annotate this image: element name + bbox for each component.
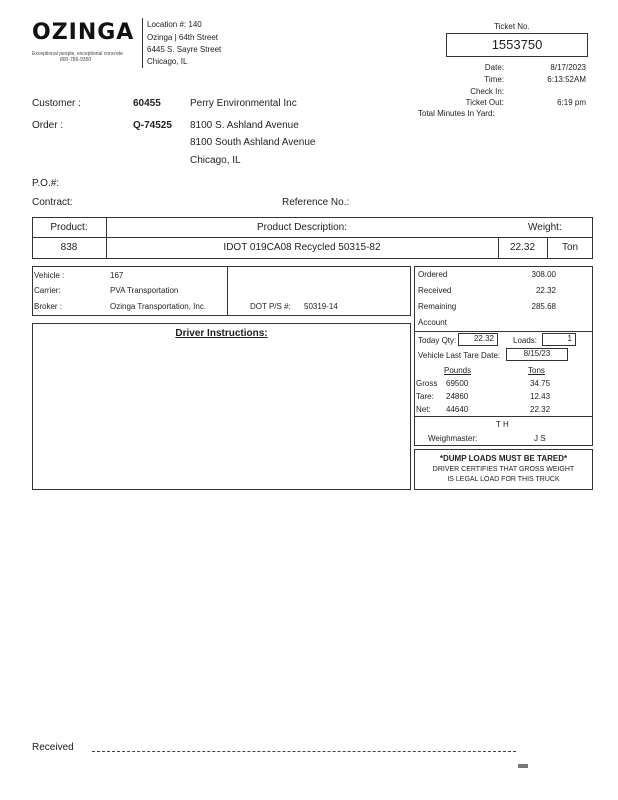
location-address: 6445 S. Sayre Street [147, 45, 222, 54]
customer-number: 60455 [133, 98, 161, 109]
time-label: Time: [484, 75, 504, 84]
dot-value: 50319-14 [304, 302, 338, 311]
tare-pounds: 24860 [446, 392, 469, 401]
customer-name: Perry Environmental Inc [190, 98, 297, 109]
weight-header: Weight: [528, 222, 562, 233]
product-code: 838 [60, 242, 78, 253]
signature-line [92, 751, 516, 752]
location-city: Chicago, IL [147, 57, 188, 66]
dot-label: DOT P/S #: [250, 302, 291, 311]
ordered-value: 308.00 [531, 270, 556, 279]
check-in-label: Check In: [470, 87, 504, 96]
vehicle-box-divider [227, 266, 228, 316]
net-pounds: 44640 [446, 405, 469, 414]
tare-tons: 12.43 [530, 392, 551, 401]
received-signature-label: Received [32, 742, 74, 753]
address-line-2: 8100 South Ashland Avenue [190, 137, 316, 148]
carrier-label: Carrier: [34, 286, 61, 295]
received-value: 22.32 [535, 286, 556, 295]
tare-date-label: Vehicle Last Tare Date: [418, 351, 501, 360]
notice-line-3: IS LEGAL LOAD FOR THIS TRUCK [447, 476, 560, 483]
remaining-value: 285.68 [531, 302, 556, 311]
driver-instructions-label: Driver Instructions: [175, 328, 268, 339]
reference-label: Reference No.: [282, 197, 350, 208]
customer-label: Customer : [32, 98, 81, 109]
loads-value: 1 [567, 334, 572, 343]
ticket-out-value: 6:19 pm [557, 98, 586, 107]
ordered-label: Ordered [418, 270, 448, 279]
weighmaster-value: J S [534, 434, 546, 443]
today-qty-label: Today Qty: [418, 336, 457, 345]
ticket-out-label: Ticket Out: [465, 98, 504, 107]
location-name: Ozinga | 64th Street [147, 33, 219, 42]
ticket-box [446, 33, 588, 57]
driver-instructions-box [32, 323, 411, 490]
location-number: Location #: 140 [147, 20, 202, 29]
notice-line-1: *DUMP LOADS MUST BE TARED* [439, 454, 568, 463]
tons-header: Tons [528, 366, 545, 375]
date-value: 8/17/2023 [550, 63, 586, 72]
loads-field [542, 333, 576, 346]
time-value: 6:13:52AM [547, 75, 586, 84]
gross-label: Gross [416, 379, 438, 388]
remaining-label: Remaining [418, 302, 457, 311]
date-label: Date: [484, 63, 504, 72]
ticket-label: Ticket No. [494, 22, 530, 31]
notice-line-2: DRIVER CERTIFIES THAT GROSS WEIGHT [432, 466, 575, 473]
scan-stamp [518, 764, 528, 768]
vehicle-label: Vehicle : [34, 271, 65, 280]
net-tons: 22.32 [530, 405, 551, 414]
gross-pounds: 69500 [446, 379, 469, 388]
product-weight: 22.32 [509, 242, 536, 253]
address-city: Chicago, IL [190, 155, 241, 166]
po-label: P.O.#: [32, 178, 60, 189]
header-divider [142, 18, 143, 68]
broker-value: Ozinga Transportation, Inc. [110, 302, 207, 311]
product-weight-unit: Ton [561, 242, 579, 253]
quantities-divider-2 [414, 416, 593, 417]
order-number: Q-74525 [133, 120, 172, 131]
address-line-1: 8100 S. Ashland Avenue [190, 120, 299, 131]
quantities-divider-1 [414, 331, 593, 332]
broker-label: Broker : [34, 302, 63, 311]
logo-phone: 800-786-9350 [60, 57, 92, 63]
received-label: Received [418, 286, 452, 295]
vehicle-box [32, 266, 411, 316]
tare-label: Tare: [416, 392, 434, 401]
company-logo: OZINGA [32, 20, 135, 45]
today-qty-value: 22.32 [473, 334, 494, 343]
pounds-header: Pounds [444, 366, 472, 375]
operator-mark: T H [496, 420, 509, 429]
weighmaster-label: Weighmaster: [428, 434, 478, 443]
net-label: Net: [416, 405, 431, 414]
vehicle-value: 167 [110, 271, 124, 280]
product-description: IDOT 019CA08 Recycled 50315-82 [223, 242, 381, 253]
product-header: Product: [50, 222, 88, 233]
tare-date-value: 8/15/23 [523, 349, 551, 358]
logo-tagline: Exceptional people, exceptional concrete [32, 51, 123, 57]
contract-label: Contract: [32, 197, 73, 208]
order-label: Order : [32, 120, 64, 131]
product-table-divider [32, 237, 593, 238]
carrier-value: PVA Transportation [110, 286, 179, 295]
today-qty-field [458, 333, 498, 346]
description-header: Product Description: [256, 222, 348, 233]
ticket-number: 1553750 [491, 37, 543, 52]
total-minutes-label: Total Minutes In Yard: [418, 109, 495, 118]
account-label: Account [418, 318, 447, 327]
tare-date-field [506, 348, 568, 361]
loads-label: Loads: [513, 336, 538, 345]
gross-tons: 34.75 [530, 379, 551, 388]
